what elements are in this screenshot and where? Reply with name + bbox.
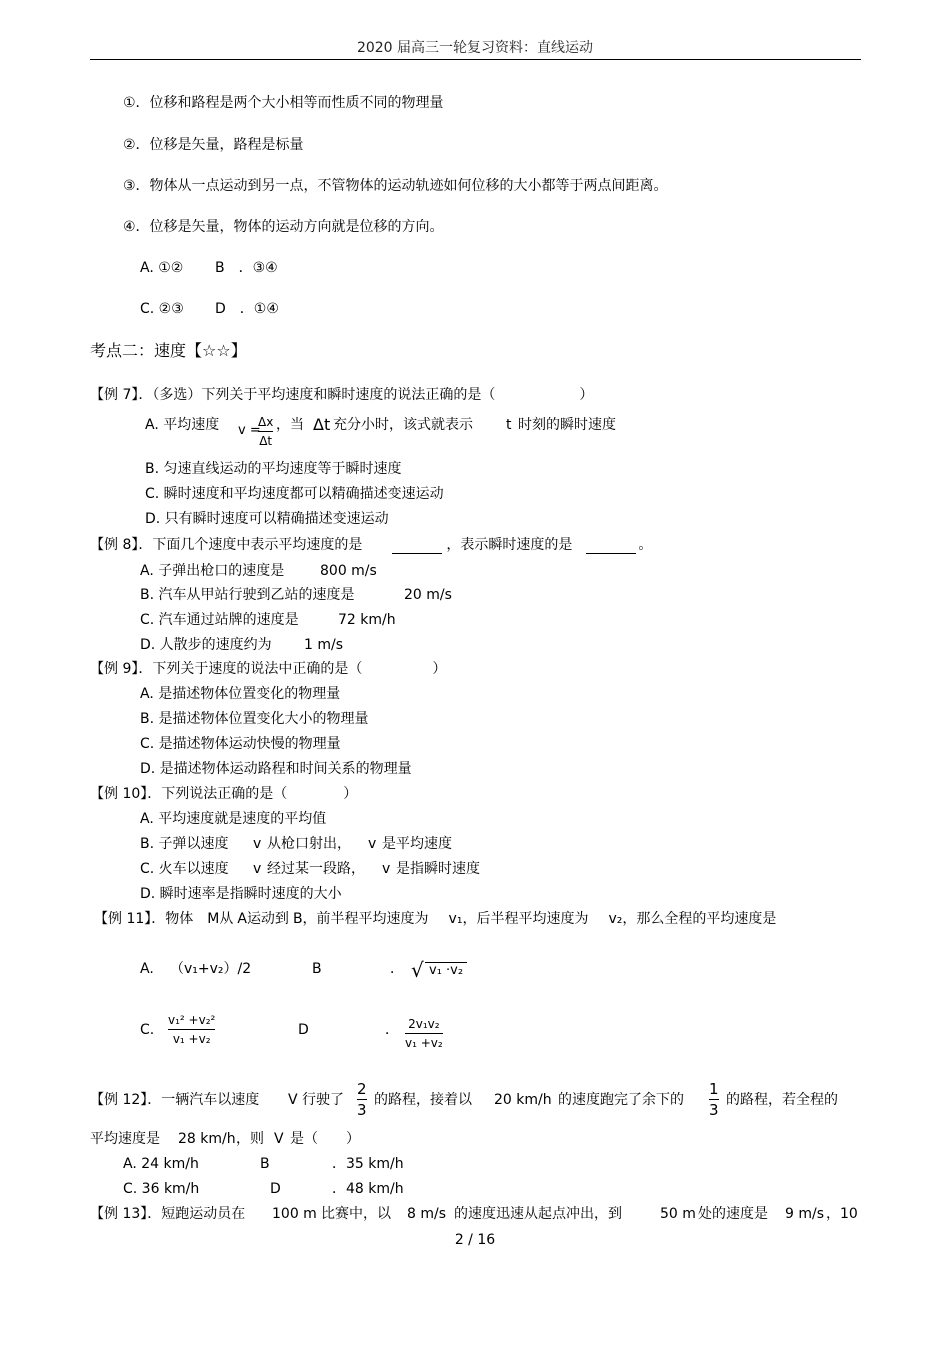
ex12-line-2-b: ，则 bbox=[236, 1131, 264, 1147]
ex12-speed: 20 km/h bbox=[494, 1092, 552, 1108]
ex13-speed-1: 8 m/s bbox=[407, 1206, 447, 1222]
statement-1: ①．位移和路程是两个大小相等而性质不同的物理量 bbox=[123, 95, 444, 111]
ex11-option-d-numerator: 2v₁v₂ bbox=[408, 1017, 440, 1031]
ex10-option-b-v2: v bbox=[368, 836, 377, 852]
ex8-option-b-value: 20 m/s bbox=[404, 587, 452, 603]
ex8-stem-part-2: ，表示瞬时速度的是 bbox=[446, 537, 573, 553]
ex7-t: t bbox=[506, 417, 512, 433]
fraction-bar bbox=[258, 431, 273, 432]
ex9-option-b: B. 是描述物体位置变化大小的物理量 bbox=[140, 711, 369, 727]
ex7-fraction bbox=[258, 414, 273, 449]
ex12-stem-1: 【例 12】．一辆汽车以速度 bbox=[90, 1092, 260, 1108]
ex12-stem-3: 的路程，接着以 bbox=[374, 1092, 472, 1108]
ex11-option-a-label: A. bbox=[140, 961, 154, 977]
ex11-stem-4: ，前半程平均速度为 bbox=[302, 911, 429, 927]
page-number: 2 / 16 bbox=[454, 1232, 496, 1248]
ex10-option-b-mid: 从枪口射出， bbox=[267, 836, 351, 852]
option-a: A. ①② bbox=[140, 260, 184, 276]
ex8-stem bbox=[90, 536, 652, 554]
ex12-fraction-one-third bbox=[709, 1080, 719, 1119]
ex12-option-b: ．35 km/h bbox=[332, 1156, 404, 1172]
ex7-formula-lhs: v = bbox=[238, 423, 261, 438]
ex12-average-speed: 28 km/h bbox=[178, 1131, 236, 1147]
ex10-option-c: C. 火车以速度 bbox=[140, 861, 229, 877]
ex7-option-a-mid: ，当 bbox=[276, 417, 304, 433]
ex9-stem: 【例 9】．下列关于速度的说法中正确的是（ ） bbox=[90, 661, 447, 677]
ex12-fraction-2-numerator: 1 bbox=[709, 1080, 719, 1098]
ex12-v-2: V bbox=[274, 1131, 284, 1147]
ex8-option-a: A. 子弹出枪口的速度是 bbox=[140, 563, 285, 579]
ex12-fraction-2-denominator: 3 bbox=[709, 1101, 719, 1119]
fraction-bar bbox=[357, 1099, 367, 1100]
ex11-b: B bbox=[292, 911, 303, 927]
ex10-option-c-end: 是指瞬时速度 bbox=[396, 861, 480, 877]
ex12-fraction-1-denominator: 3 bbox=[357, 1101, 367, 1119]
ex7-stem: 【例 7】．（多选）下列关于平均速度和瞬时速度的说法正确的是（ ） bbox=[90, 387, 594, 403]
ex9-option-c: C. 是描述物体运动快慢的物理量 bbox=[140, 736, 341, 752]
ex9-option-d: D. 是描述物体运动路程和时间关系的物理量 bbox=[140, 761, 412, 777]
ex8-answer-blank-1[interactable] bbox=[392, 539, 442, 554]
ex7-option-b: B. 匀速直线运动的平均速度等于瞬时速度 bbox=[145, 461, 402, 477]
option-b: B ．③④ bbox=[215, 260, 278, 276]
ex11-option-b-label: B bbox=[312, 961, 322, 977]
ex10-option-b: B. 子弹以速度 bbox=[140, 836, 229, 852]
ex10-option-c-v2: v bbox=[382, 861, 391, 877]
ex10-option-b-end: 是平均速度 bbox=[382, 836, 452, 852]
ex8-option-a-value: 800 m/s bbox=[320, 563, 377, 579]
ex12-stem-2: 行驶了 bbox=[302, 1092, 344, 1108]
ex11-option-c-fraction bbox=[168, 1012, 215, 1047]
ex11-a: A bbox=[237, 911, 247, 927]
ex10-option-b-v: v bbox=[253, 836, 262, 852]
ex7-option-d: D. 只有瞬时速度可以精确描述变速运动 bbox=[145, 511, 389, 527]
ex8-answer-blank-2[interactable] bbox=[586, 539, 636, 554]
ex11-stem-6: ，那么全程的平均速度是 bbox=[622, 911, 777, 927]
ex11-option-d-denominator: v₁ +v₂ bbox=[405, 1036, 443, 1050]
ex10-stem: 【例 10】．下列说法正确的是（ ） bbox=[90, 786, 358, 802]
ex13-stem-4: 处的速度是 bbox=[698, 1206, 768, 1222]
ex10-option-d: D. 瞬时速率是指瞬时速度的大小 bbox=[140, 886, 342, 902]
ex11-option-b-sqrt bbox=[411, 958, 467, 982]
ex7-option-a-post: 充分小时，该式就表示 bbox=[333, 417, 473, 433]
ex12-option-d: ．48 km/h bbox=[332, 1181, 404, 1197]
statement-2: ②．位移是矢量，路程是标量 bbox=[123, 137, 304, 153]
ex12-line-2-c: 是（ ） bbox=[290, 1131, 360, 1147]
header-rule bbox=[90, 59, 861, 60]
ex11-option-b-radicand: v₁ ·v₂ bbox=[425, 962, 467, 978]
ex10-option-a: A. 平均速度就是速度的平均值 bbox=[140, 811, 327, 827]
ex7-fraction-denominator: Δt bbox=[259, 434, 273, 448]
ex13-distance: 100 m bbox=[272, 1206, 317, 1222]
ex11-option-d-fraction bbox=[405, 1016, 443, 1051]
ex7-option-a-end: 时刻的瞬时速度 bbox=[518, 417, 616, 433]
ex11-stem-1: 【例 11】．物体 bbox=[94, 911, 194, 927]
ex8-option-d-value: 1 m/s bbox=[304, 637, 344, 653]
ex13-stem-5: ，10 bbox=[826, 1206, 858, 1222]
ex11-stem-3: 运动到 bbox=[246, 911, 289, 927]
ex12-fraction-two-thirds bbox=[357, 1080, 367, 1119]
ex10-option-c-mid: 经过某一段路， bbox=[267, 861, 365, 877]
ex11-stem-2: 从 bbox=[219, 911, 234, 927]
ex8-option-d: D. 人散步的速度约为 bbox=[140, 637, 272, 653]
ex12-line-2-a: 平均速度是 bbox=[90, 1131, 160, 1147]
ex11-option-c-numerator: v₁² +v₂² bbox=[168, 1013, 216, 1027]
ex11-option-c-denominator: v₁ +v₂ bbox=[172, 1032, 211, 1046]
ex11-m: M bbox=[207, 911, 220, 927]
ex11-v1: v₁ bbox=[448, 911, 463, 927]
ex11-option-a-expr: （v₁+v₂）/2 bbox=[170, 961, 252, 977]
radical-sign: √ bbox=[411, 958, 424, 982]
ex11-stem-5: ，后半程平均速度为 bbox=[462, 911, 589, 927]
ex7-option-a-prefix: A. 平均速度 bbox=[145, 417, 220, 433]
section-title: 考点二：速度【☆☆】 bbox=[90, 341, 247, 360]
ex13-distance-2: 50 m bbox=[660, 1206, 696, 1222]
ex11-v2: v₂ bbox=[608, 911, 623, 927]
option-d: D ．①④ bbox=[215, 301, 279, 317]
ex12-v: V bbox=[288, 1092, 298, 1108]
ex10-option-c-v: v bbox=[253, 861, 262, 877]
ex13-stem-3: 的速度迅速从起点冲出，到 bbox=[454, 1206, 622, 1222]
ex8-option-b: B. 汽车从甲站行驶到乙站的速度是 bbox=[140, 587, 355, 603]
statement-4: ④．位移是矢量，物体的运动方向就是位移的方向。 bbox=[123, 219, 444, 235]
ex11-option-b-dot: ． bbox=[390, 961, 404, 977]
ex12-option-b-label: B bbox=[260, 1156, 270, 1172]
ex8-option-c: C. 汽车通过站牌的速度是 bbox=[140, 612, 299, 628]
fraction-bar bbox=[405, 1033, 443, 1034]
ex7-delta-t: Δt bbox=[313, 415, 331, 434]
ex13-stem-1: 【例 13】．短跑运动员在 bbox=[90, 1206, 246, 1222]
ex11-option-d-label: D bbox=[298, 1022, 309, 1038]
ex8-option-c-value: 72 km/h bbox=[338, 612, 396, 628]
ex12-fraction-1-numerator: 2 bbox=[357, 1080, 367, 1098]
ex13-stem-2: 比赛中，以 bbox=[321, 1206, 391, 1222]
option-c: C. ②③ bbox=[140, 301, 184, 317]
ex7-fraction-numerator: Δx bbox=[258, 415, 274, 429]
fraction-bar bbox=[709, 1099, 719, 1100]
ex12-option-a: A. 24 km/h bbox=[123, 1156, 199, 1172]
ex12-option-d-label: D bbox=[270, 1181, 281, 1197]
ex13-speed-2: 9 m/s bbox=[785, 1206, 825, 1222]
ex12-option-c: C. 36 km/h bbox=[123, 1181, 200, 1197]
ex11-stem bbox=[94, 910, 776, 928]
ex11-option-d-dot: ． bbox=[385, 1022, 399, 1038]
statement-3: ③．物体从一点运动到另一点，不管物体的运动轨迹如何位移的大小都等于两点间距离。 bbox=[123, 178, 668, 194]
sqrt-symbol bbox=[411, 958, 467, 982]
ex11-option-c-label: C. bbox=[140, 1022, 155, 1038]
ex8-stem-part-1: 【例 8】．下面几个速度中表示平均速度的是 bbox=[90, 537, 363, 553]
ex12-stem-4: 的速度跑完了余下的 bbox=[558, 1092, 684, 1108]
ex12-stem-5: 的路程，若全程的 bbox=[726, 1092, 838, 1108]
ex8-stem-part-3: 。 bbox=[638, 537, 653, 553]
fraction-bar bbox=[168, 1029, 215, 1030]
page-header-title: 2020 届高三一轮复习资料：直线运动 bbox=[356, 40, 594, 56]
ex7-option-c: C. 瞬时速度和平均速度都可以精确描述变速运动 bbox=[145, 486, 444, 502]
ex9-option-a: A. 是描述物体位置变化的物理量 bbox=[140, 686, 341, 702]
